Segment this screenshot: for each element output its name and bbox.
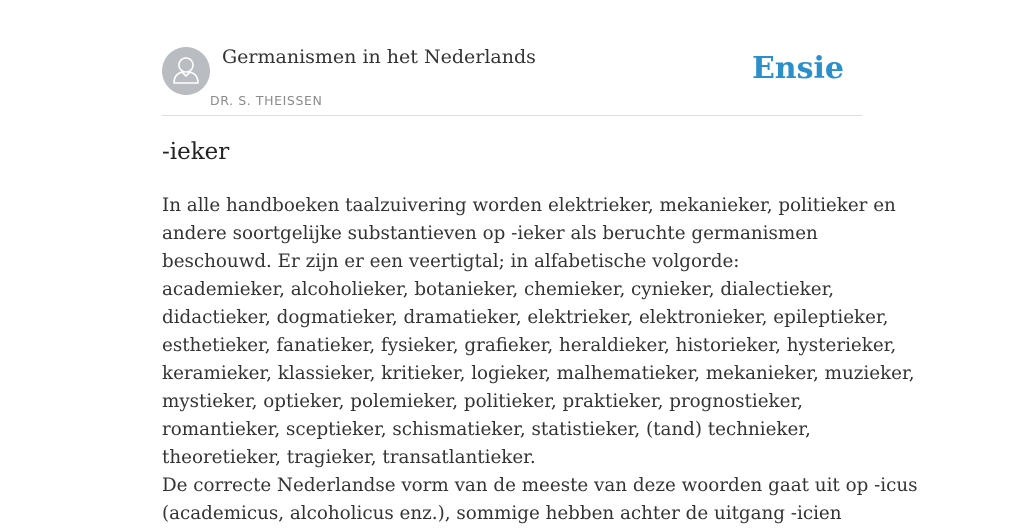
entry-text-line: romantieker, sceptieker, schismatieker, statistieker, (tand) technieker, (162, 419, 811, 440)
entry-text-line: beschouwd. Er zijn er een veertigtal; in alfabetische volgorde: (162, 251, 740, 272)
user-avatar-icon[interactable] (162, 47, 210, 95)
entry-text-line: esthetieker, fanatieker, fysieker, grafieker, heraldieker, historieker, hysterieker, (162, 335, 897, 356)
entry-text-line: andere soortgelijke substantieven op -ieker als beruchte germanismen (162, 223, 818, 244)
entry-header (162, 47, 862, 116)
entry-text-line: (academicus, alcoholicus enz.), sommige hebben achter de uitgang -icien (162, 503, 842, 524)
book-title-link[interactable]: Germanismen in het Nederlands (222, 46, 536, 68)
entry-title: -ieker (162, 139, 230, 165)
entry-text-line: theoretieker, tragieker, transatlantieker. (162, 447, 536, 468)
entry-body (162, 192, 918, 528)
entry-text-line: academieker, alcoholieker, botanieker, chemieker, cynieker, dialectieker, (162, 279, 835, 300)
ensie-logo[interactable]: Ensie (751, 51, 844, 86)
entry-text-line: De correcte Nederlandse vorm van de meeste van deze woorden gaat uit op -icus (162, 475, 918, 496)
entry-text-line: In alle handboeken taalzuivering worden elektrieker, mekanieker, politieker en (162, 195, 896, 216)
entry-text-line: mystieker, optieker, polemieker, politieker, praktieker, prognostieker, (162, 391, 803, 412)
entry-text-line: keramieker, klassieker, kritieker, logieker, malhematieker, mekanieker, muzieker, (162, 363, 915, 384)
author-name[interactable]: DR. S. THEISSEN (210, 93, 323, 108)
entry-text-line: didactieker, dogmatieker, dramatieker, elektrieker, elektronieker, epileptieker, (162, 307, 889, 328)
